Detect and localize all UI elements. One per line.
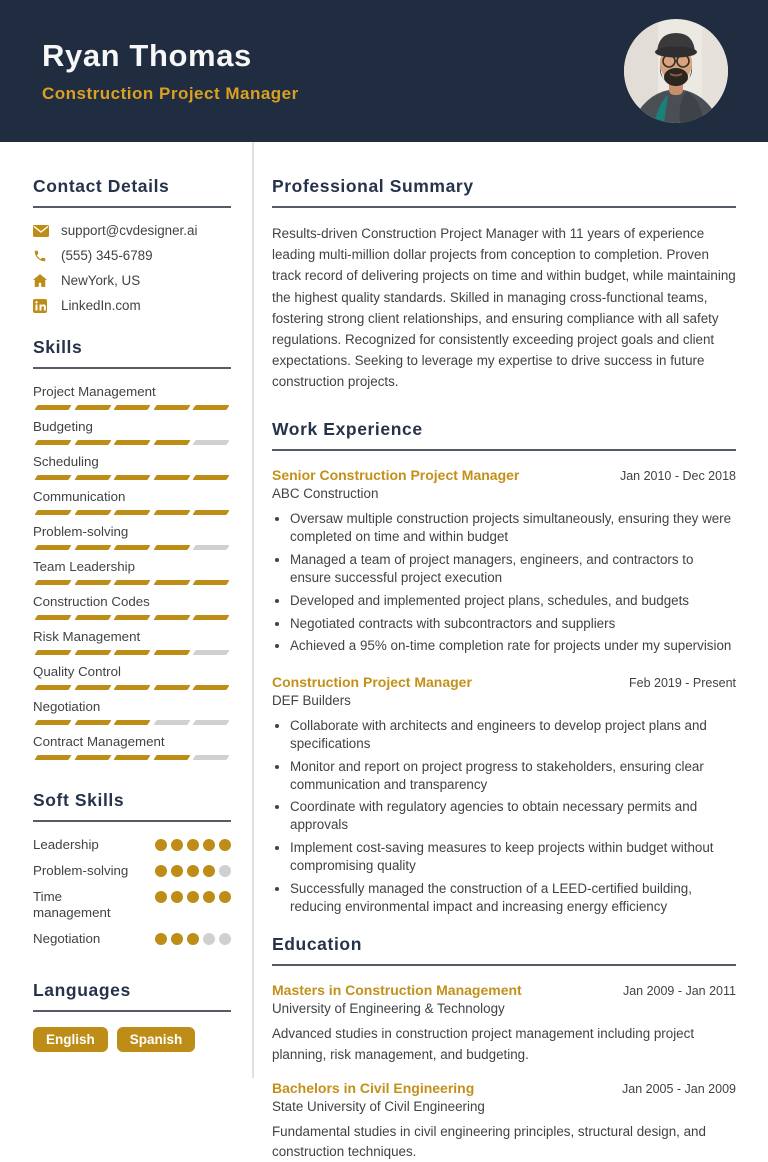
job-bullet: • Collaborate with architects and engineers to develop project plans and specifications [290,717,736,753]
job-bullet: • Successfully managed the construction of a LEED-certified building, reducing environmental impact and increasing energy efficiency [290,880,736,916]
job-entry-header [272,467,736,483]
skill-item [33,559,231,585]
soft-skill-rating [155,889,231,903]
contact-item-text: (555) 345-6789 [61,248,153,263]
contact-list [33,223,231,313]
job-bullet: • Coordinate with regulatory agencies to obtain necessary permits and approvals [290,798,736,834]
education-heading-rule [272,964,736,966]
skill-segment-filled [114,650,151,655]
contact-item [33,273,231,288]
rating-dot-filled [155,839,167,851]
education-dates: Jan 2009 - Jan 2011 [622,984,736,999]
experience-heading-rule [272,449,736,451]
candidate-name: Ryan Thomas [42,38,252,73]
skill-label: Quality Control [33,664,121,679]
skill-segment-filled [114,615,151,620]
skill-label: Communication [33,489,126,504]
job-bullet: • Achieved a 95% on-time completion rate for projects under my supervision [290,637,736,655]
skill-label: Team Leadership [33,559,136,574]
job-entry [272,467,736,655]
rating-dot-empty [219,865,231,877]
soft-skill-item [33,863,231,880]
soft-skill-rating [155,931,231,945]
resume-header [0,0,768,142]
profile-photo-illustration [624,19,728,123]
job-bullet-list [272,510,736,655]
job-bullet: • Implement cost-saving measures to keep projects within budget without compromising quality [290,839,736,875]
rating-dot-filled [171,891,183,903]
rating-dot-filled [155,933,167,945]
skill-segment-filled [193,475,230,480]
job-bullet-list [272,717,736,915]
job-bullet: • Developed and implemented project plans, schedules, and budgets [290,592,736,610]
languages-section [33,980,231,1053]
skill-segment-filled [153,440,190,445]
rating-dot-filled [155,865,167,877]
skill-item [33,664,231,690]
summary-text: Results-driven Construction Project Manager with 11 years of experience leading multi-million dollar projects from conception to completion. Proven track record of delivering projects on time and within budget, while maintaining the highest quality standards. Skilled in managing cross-functional teams, fostering strong client relationships, and ensuring compliance with all safety regulations. Recognized for consistently exceeding project goals and client expectations. Seeking to leverage my expertise to drive success in future construction projects. [272,226,736,390]
home-icon [33,274,49,288]
soft-skill-item [33,931,231,948]
job-entry-header [272,674,736,690]
skill-segment-filled [74,650,111,655]
language-pill: Spanish [117,1027,196,1053]
contact-item [33,298,231,313]
school-name: University of Engineering & Technology [272,1001,505,1017]
skills-section [33,337,231,760]
skill-segment-filled [74,545,111,550]
soft-skills-heading: Soft Skills [33,790,125,810]
contact-heading: Contact Details [33,176,170,196]
soft-skill-rating [155,837,231,851]
rating-dot-filled [203,891,215,903]
soft-skill-item [33,889,231,923]
skill-segment-empty [193,755,230,760]
skill-segment-filled [114,440,151,445]
school-name: State University of Civil Engineering [272,1098,485,1114]
job-bullet: • Negotiated contracts with subcontractors and suppliers [290,615,736,633]
skill-item [33,699,231,725]
skill-item [33,384,231,410]
contact-item-text: LinkedIn.com [61,298,141,313]
linkedin-icon [33,299,49,313]
skill-segment-filled [74,510,111,515]
soft-skill-label: Time management [33,888,111,921]
education-entry-header [272,982,736,998]
contact-item-text: NewYork, US [61,273,141,288]
education-section [272,934,736,1161]
skill-segment-filled [74,405,111,410]
skill-segment-filled [34,580,71,585]
rating-dot-empty [219,933,231,945]
soft-skills-list [33,837,231,948]
rating-dot-filled [187,865,199,877]
contact-section [33,176,231,313]
languages-list [33,1027,231,1053]
skill-level-bar [33,405,231,410]
skill-level-bar [33,685,231,690]
skill-label: Budgeting [33,419,93,434]
header-identity [42,38,299,104]
skill-segment-empty [193,650,230,655]
rating-dot-filled [171,839,183,851]
education-entry-header [272,1080,736,1096]
skills-heading: Skills [33,337,83,357]
skill-label: Risk Management [33,629,141,644]
skill-segment-filled [34,755,71,760]
skill-label: Scheduling [33,454,99,469]
skill-segment-filled [114,475,151,480]
contact-item-text: support@cvdesigner.ai [61,223,198,238]
phone-icon [33,249,49,263]
contact-item [33,248,231,263]
skill-item [33,419,231,445]
skill-segment-filled [114,755,151,760]
skill-label: Construction Codes [33,594,150,609]
skill-segment-filled [114,720,151,725]
skill-segment-filled [74,755,111,760]
skill-segment-filled [153,755,190,760]
skill-item [33,524,231,550]
skill-segment-filled [153,475,190,480]
education-list [272,982,736,1161]
skill-segment-filled [74,440,111,445]
skill-segment-filled [193,510,230,515]
skill-item [33,734,231,760]
left-column [0,142,254,1078]
job-dates: Jan 2010 - Dec 2018 [619,469,736,484]
education-entry [272,1080,736,1162]
skill-segment-filled [34,615,71,620]
education-heading: Education [272,934,362,955]
skill-label: Problem-solving [33,524,129,539]
skill-segment-empty [193,545,230,550]
skill-level-bar [33,510,231,515]
rating-dot-filled [155,891,167,903]
skill-item [33,594,231,620]
job-entry [272,674,736,915]
skill-segment-filled [153,545,190,550]
email-icon [33,224,49,238]
skill-segment-filled [34,440,71,445]
right-column [254,142,768,1159]
rating-dot-filled [187,839,199,851]
contact-heading-rule [33,206,231,208]
skill-item [33,489,231,515]
skill-segment-filled [193,580,230,585]
soft-skill-label: Negotiation [33,931,101,946]
rating-dot-filled [171,865,183,877]
jobs-list [272,467,736,915]
skill-level-bar [33,615,231,620]
education-dates: Jan 2005 - Jan 2009 [622,1081,736,1096]
skill-segment-filled [153,650,190,655]
languages-heading-rule [33,1010,231,1012]
summary-section [272,176,736,392]
skill-segment-empty [193,440,230,445]
skill-level-bar [33,545,231,550]
skill-level-bar [33,580,231,585]
skill-segment-filled [153,615,190,620]
rating-dot-filled [171,933,183,945]
job-bullet: • Oversaw multiple construction projects simultaneously, ensuring they were completed on time and within budget [290,510,736,546]
skill-segment-filled [74,475,111,480]
degree-text: Masters in Construction Management [272,982,522,999]
rating-dot-filled [187,891,199,903]
soft-skills-section [33,790,231,948]
soft-skill-item [33,837,231,854]
soft-skills-heading-rule [33,820,231,822]
skill-segment-filled [153,405,190,410]
skill-segment-filled [114,685,151,690]
skill-segment-filled [34,475,71,480]
education-entry [272,982,736,1064]
rating-dot-empty [203,933,215,945]
skill-segment-filled [34,510,71,515]
candidate-title: Construction Project Manager [42,84,299,103]
skill-segment-empty [193,720,230,725]
job-bullet: • Managed a team of project managers, engineers, and contractors to ensure successful project execution [290,551,736,587]
contact-item [33,223,231,238]
skill-segment-filled [34,405,71,410]
skill-segment-filled [34,650,71,655]
skills-heading-rule [33,367,231,369]
skill-level-bar [33,755,231,760]
rating-dot-filled [219,839,231,851]
language-pill: English [33,1027,108,1053]
skill-segment-filled [34,545,71,550]
skill-segment-filled [193,615,230,620]
skill-segment-filled [114,510,151,515]
skill-segment-filled [153,580,190,585]
degree-text: Bachelors in Civil Engineering [272,1079,475,1096]
skill-segment-empty [153,720,190,725]
skill-item [33,629,231,655]
education-description: Fundamental studies in civil engineering principles, structural design, and construction techniques. [272,1123,706,1159]
job-dates: Feb 2019 - Present [628,676,736,691]
profile-photo [624,19,728,123]
skill-segment-filled [74,720,111,725]
job-bullet: • Monitor and report on project progress to stakeholders, ensuring clear communication and transparency [290,758,736,794]
rating-dot-filled [187,933,199,945]
experience-section [272,419,736,915]
job-company: DEF Builders [272,693,351,709]
skill-segment-filled [114,405,151,410]
skill-segment-filled [153,510,190,515]
skill-segment-filled [74,615,111,620]
summary-heading: Professional Summary [272,176,474,196]
skill-segment-filled [74,685,111,690]
skills-list [33,384,231,760]
skill-segment-filled [114,580,151,585]
job-company: ABC Construction [272,486,379,502]
skill-segment-filled [193,685,230,690]
skill-segment-filled [34,685,71,690]
rating-dot-filled [203,865,215,877]
skill-level-bar [33,440,231,445]
skill-segment-filled [34,720,71,725]
soft-skill-rating [155,863,231,877]
skill-segment-filled [193,405,230,410]
job-title-text: Senior Construction Project Manager [272,467,520,484]
soft-skill-label: Problem-solving [33,862,129,878]
experience-heading: Work Experience [272,419,423,440]
rating-dot-filled [203,839,215,851]
soft-skill-label: Leadership [33,837,99,852]
skill-label: Project Management [33,384,156,399]
skill-segment-filled [153,685,190,690]
skill-segment-filled [114,545,151,550]
languages-heading: Languages [33,979,131,1000]
skill-item [33,454,231,480]
education-description: Advanced studies in construction project management including project planning, risk management, and budgeting. [272,1026,695,1062]
skill-segment-filled [74,580,111,585]
skill-label: Contract Management [33,734,165,749]
skill-label: Negotiation [33,699,101,714]
skill-level-bar [33,650,231,655]
summary-heading-rule [272,206,736,208]
rating-dot-filled [219,891,231,903]
resume-body [0,142,768,1159]
skill-level-bar [33,720,231,725]
skill-level-bar [33,475,231,480]
job-title-text: Construction Project Manager [272,674,472,691]
